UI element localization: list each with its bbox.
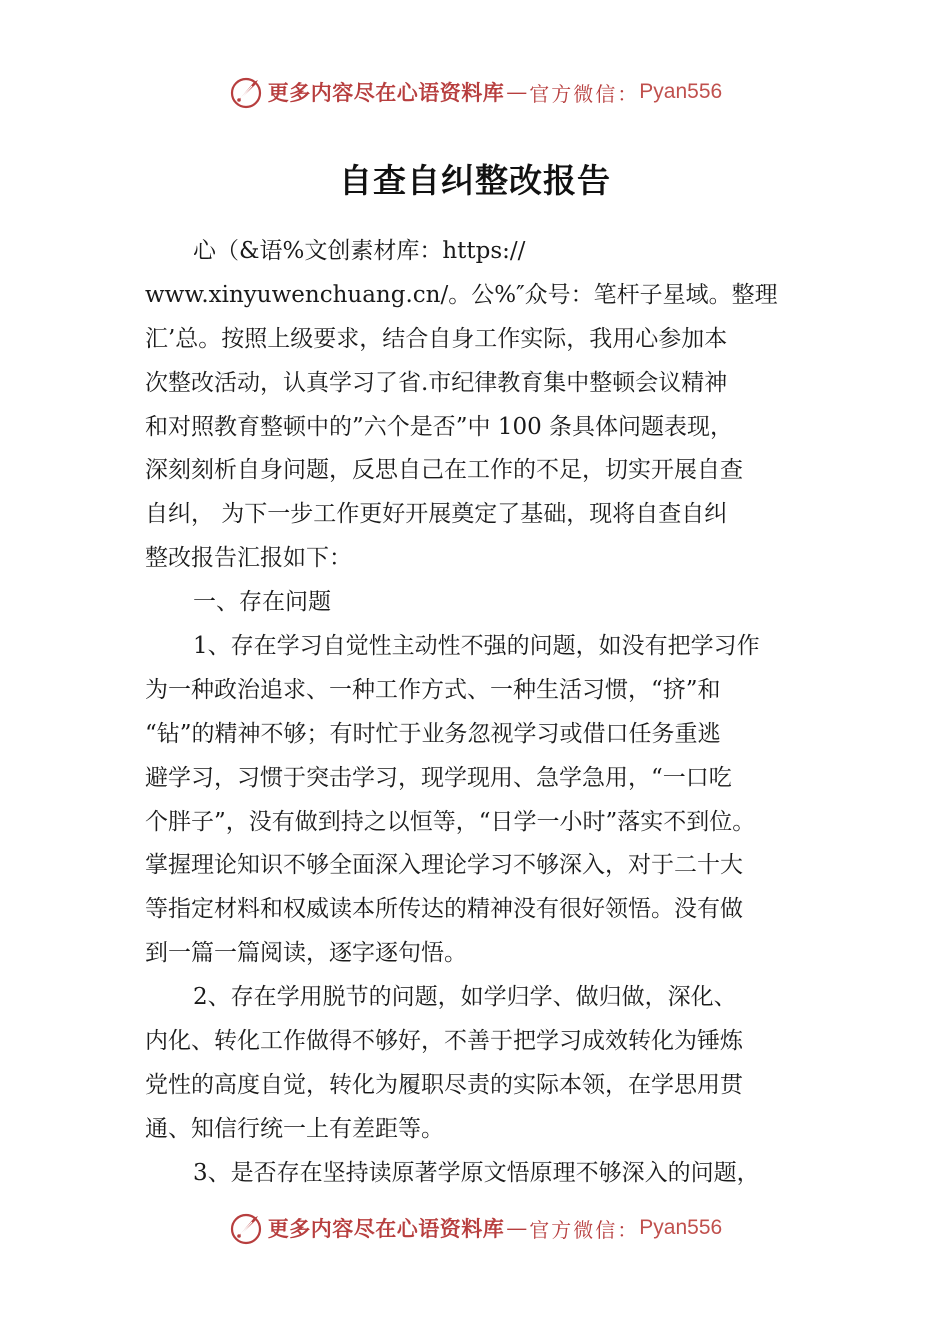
section-heading: 一、存在问题 xyxy=(193,589,331,616)
document-body xyxy=(145,230,817,1196)
quill-logo-icon xyxy=(228,74,264,110)
watermark-separator: — xyxy=(506,1216,528,1240)
quill-logo-icon xyxy=(228,1210,264,1246)
body-line: 整改报告汇报如下： xyxy=(145,545,352,572)
body-line: 为一种政治追求、一种工作方式、一种生活习惯，“挤”和 xyxy=(145,676,721,703)
body-line: 内化、转化工作做得不够好，不善于把学习成效转化为锤炼 xyxy=(145,1028,743,1055)
watermark-label: 官方微信： xyxy=(529,81,640,106)
watermark-label: 官方微信： xyxy=(529,1217,640,1242)
body-line: 心（&语%文创素材库：https:// xyxy=(193,238,526,264)
body-line: 等指定材料和权威读本所传达的精神没有很好领悟。没有做 xyxy=(145,896,743,923)
body-line: 汇’总。按照上级要求，结合自身工作实际，我用心参加本 xyxy=(145,325,728,352)
body-line: 党性的高度自觉，转化为履职尽责的实际本领，在学思用贯 xyxy=(145,1071,743,1098)
body-line: www.xinyuwenchuang.cn/。公%″众号：笔杆子星域。整理 xyxy=(145,281,778,308)
watermark-text: 更多内容尽在心语资料库 xyxy=(267,1216,505,1241)
document-title: 自查自纠整改报告 xyxy=(339,161,611,200)
body-line: 避学习，习惯于突击学习，现学现用、急学急用，“一口吃 xyxy=(145,764,732,791)
body-line: 掌握理论知识不够全面深入理论学习不够深入，对于二十大 xyxy=(145,852,743,879)
body-line: 通、知信行统一上有差距等。 xyxy=(145,1115,444,1142)
watermark-text: 更多内容尽在心语资料库 xyxy=(267,80,505,105)
watermark-id: Pyan556 xyxy=(639,80,723,103)
body-line: 次整改活动，认真学习了省.市纪律教育集中整顿会议精神 xyxy=(145,369,728,396)
watermark-id: Pyan556 xyxy=(639,1216,723,1239)
body-line: 自纠， 为下一步工作更好开展奠定了基础，现将自查自纠 xyxy=(145,501,728,528)
body-line: 深刻刻析自身问题，反思自己在工作的不足，切实开展自查 xyxy=(145,457,743,484)
body-line: 和对照教育整顿中的”六个是否”中 100 条具体问题表现， xyxy=(145,413,734,440)
header-watermark xyxy=(0,70,950,114)
body-line: “钻”的精神不够；有时忙于业务忽视学习或借口任务重逃 xyxy=(145,720,721,747)
watermark-separator: — xyxy=(506,80,528,104)
body-line: 到一篇一篇阅读，逐字逐句悟。 xyxy=(145,940,467,967)
body-line: 3、是否存在坚持读原著学原文悟原理不够深入的问题， xyxy=(193,1159,760,1186)
body-line: 个胖子”，没有做到持之以恒等，“日学一小时”落实不到位。 xyxy=(145,808,756,835)
body-line: 1、存在学习自觉性主动性不强的问题，如没有把学习作 xyxy=(193,633,760,660)
body-line: 2、存在学用脱节的问题，如学归学、做归做，深化、 xyxy=(193,984,737,1011)
footer-watermark xyxy=(0,1206,950,1250)
